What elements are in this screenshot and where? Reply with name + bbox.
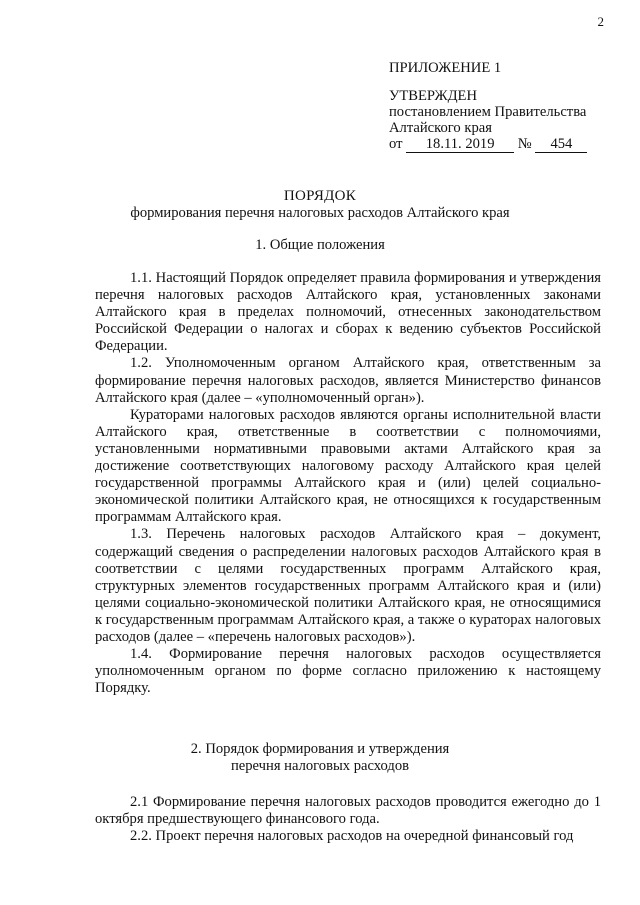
approval-heading: УТВЕРЖДЕН [389,88,477,104]
approval-block [389,88,587,153]
paragraph-2-1: 2.1 Формирование перечня налоговых расходов проводится ежегодно до 1 октября предшествующего финансового года. [95,794,601,828]
paragraph-1-2: 1.2. Уполномоченным органом Алтайского края, ответственным за формирование перечня налоговых расходов, является Министерство финансов Алтайского края (далее – «уполномоченный орган»). [95,355,601,406]
section-2-body [95,794,601,845]
paragraph-1-3: 1.3. Перечень налоговых расходов Алтайского края – документ, содержащий сведения о распределении налоговых расходов Алтайского края в соответствии с целями государственных программ Алтайского края, структурных элементов государственных программ Алтайского края и (или) целями социально-экономической политики Алтайского края, не относящимися к государственным программам Алтайского края, а также о кураторах налоговых расходов (далее – «перечень налоговых расходов»). [95,526,601,645]
approval-date [406,136,514,153]
paragraph-curators: Кураторами налоговых расходов являются органы исполнительной власти Алтайского края, ответственные в соответствии с полномочиями, установленными нормативными правовыми актами Алтайского края за достижение соответствующих налоговому расходу Алтайского края целей государственной программы Алтайского края и (или) целей социально-экономической политики Алтайского края, не относящихся к государственным программам Алтайского края. [95,406,601,526]
approval-number [535,136,587,153]
approval-date-line [389,136,587,153]
approval-date-value: 18.11. 2019 [425,136,495,152]
section-1-body [95,270,601,697]
appendix-label: ПРИЛОЖЕНИЕ 1 [389,60,502,76]
page-number: 2 [597,14,604,29]
section-1-heading: 1. Общие положения [255,237,385,253]
number-prefix: № [517,136,532,152]
section-2-heading-line-2: перечня налоговых расходов [230,758,410,774]
document-title: ПОРЯДОК [283,188,357,204]
approval-number-value: 454 [550,136,573,152]
paragraph-1-1: 1.1. Настоящий Порядок определяет правила формирования и утверждения перечня налоговых расходов Алтайского края, установленных законами Алтайского края в пределах полномочий, отнесенных законодательством Российской Федерации о налогах и сборах к ведению субъектов Российской Федерации. [95,270,601,355]
paragraph-1-4: 1.4. Формирование перечня налоговых расходов осуществляется уполномоченным органом по форме согласно приложению к настоящему Порядку. [95,646,601,697]
document-subtitle: формирования перечня налоговых расходов Алтайского края [130,205,510,221]
paragraph-2-2: 2.2. Проект перечня налоговых расходов на очередной финансовый год [130,828,574,845]
section-2-heading-line-1: 2. Порядок формирования и утверждения [190,741,450,757]
date-prefix: от [389,136,403,152]
approval-line-2: Алтайского края [389,120,492,136]
approval-line-1: постановлением Правительства [389,104,587,120]
